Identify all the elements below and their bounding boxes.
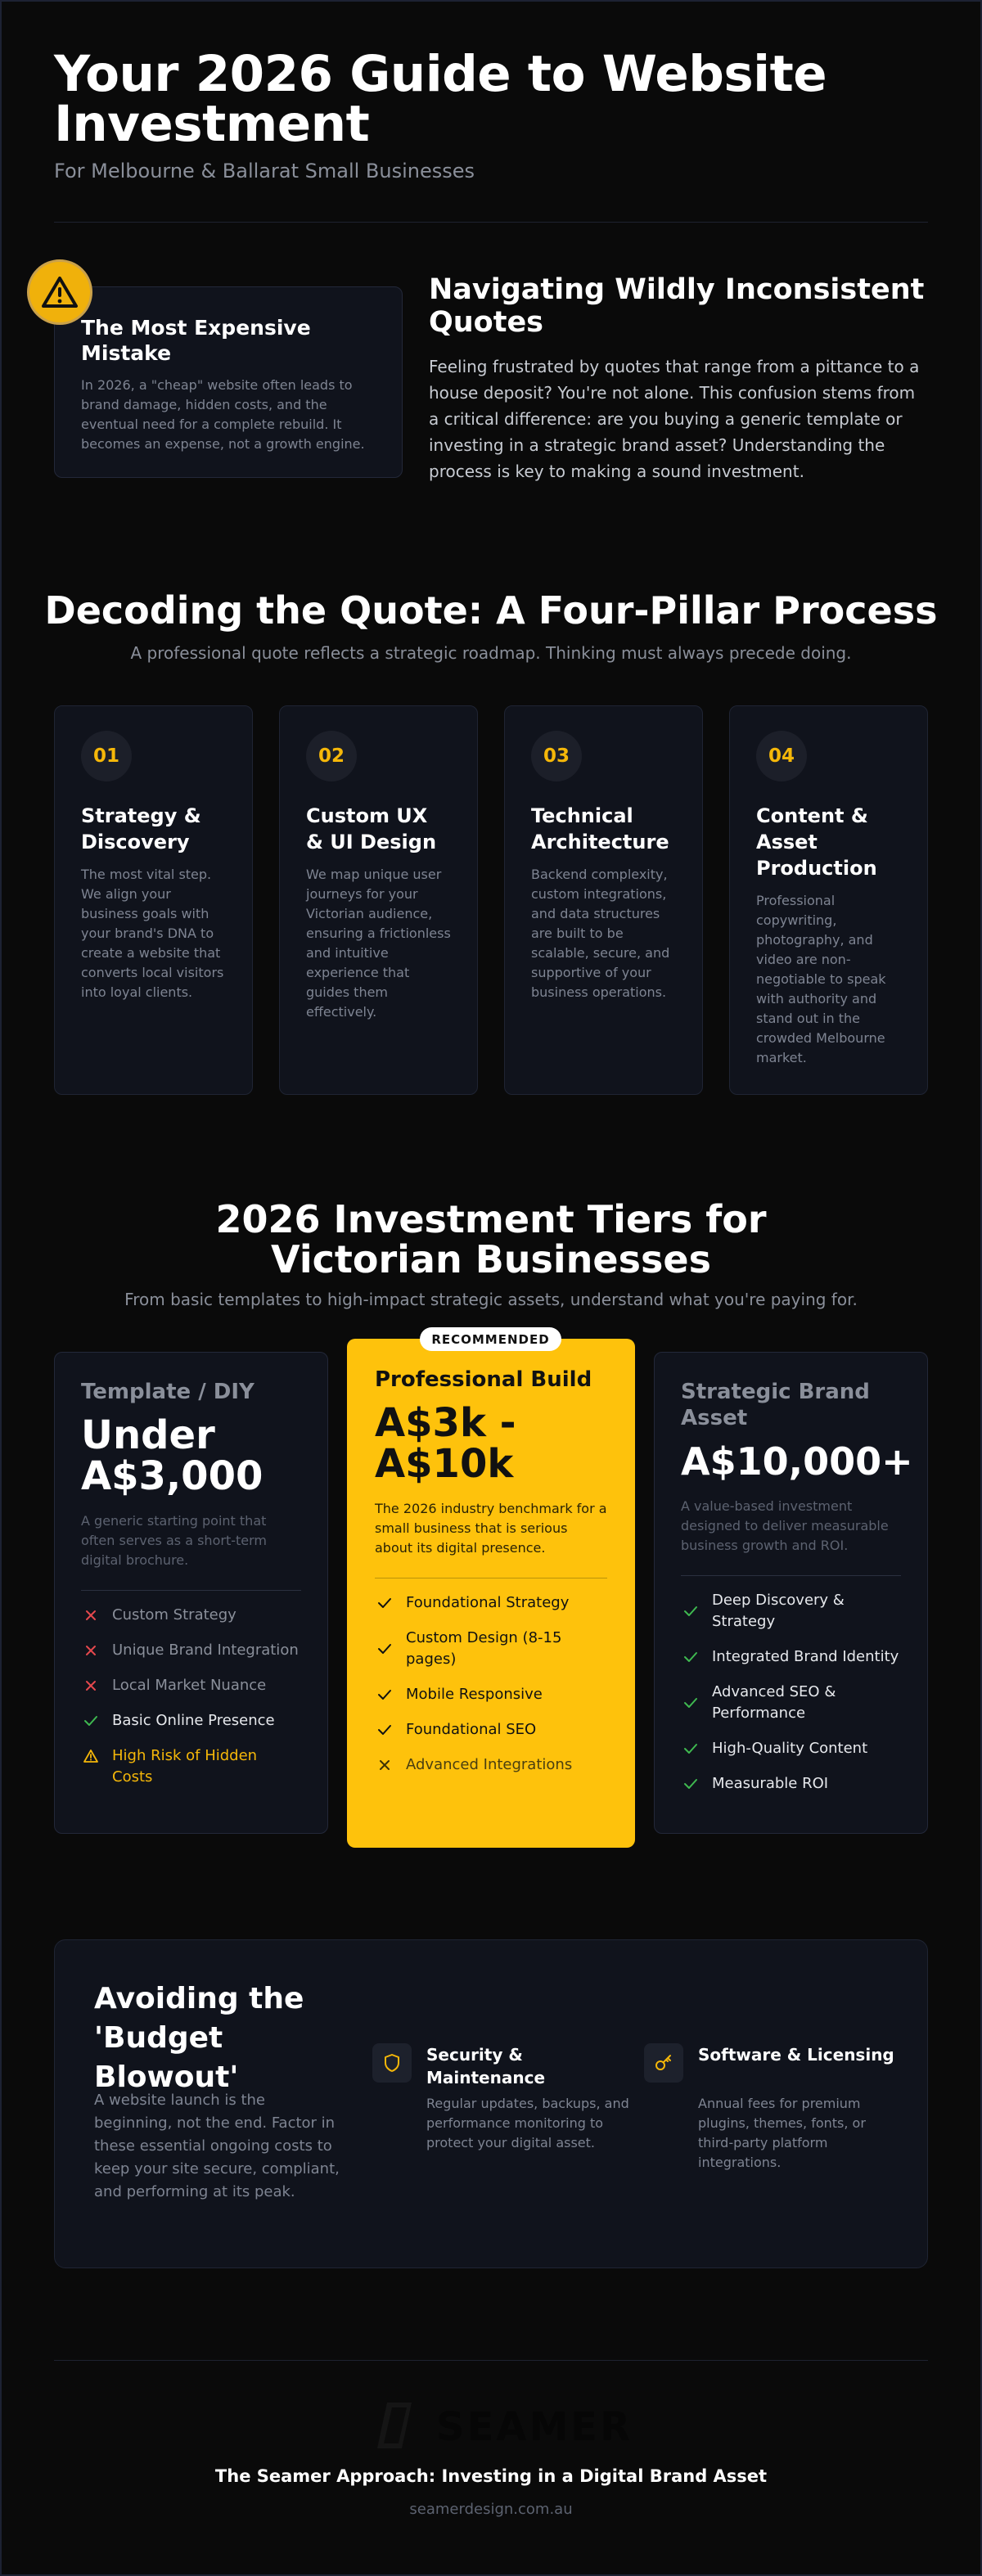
check-icon: [681, 1738, 700, 1759]
feature-item: [81, 1640, 301, 1661]
pillar-card: [54, 705, 253, 1095]
recommended-badge: RECOMMENDED: [420, 1327, 561, 1351]
check-icon: [375, 1592, 394, 1614]
intro-title: Navigating Wildly Inconsistent Quotes: [429, 273, 925, 339]
tier-card-strategic: [654, 1352, 928, 1834]
mistake-title: The Most Expensive Mistake: [81, 316, 311, 365]
pillar-number: 03: [531, 731, 582, 781]
feature-item: [375, 1628, 607, 1670]
tier-name: Template / DIY: [81, 1380, 255, 1404]
pillar-title: Custom UX & UI Design: [306, 804, 437, 853]
tier-name: Professional Build: [375, 1367, 592, 1392]
cost-title: Software & Licensing: [698, 2045, 894, 2065]
feature-label: Integrated Brand Identity: [712, 1648, 899, 1665]
feature-label: Mobile Responsive: [406, 1686, 543, 1703]
tier-card-professional: [347, 1339, 635, 1848]
seamer-logo[interactable]: [371, 2399, 633, 2452]
feature-item: [81, 1675, 301, 1696]
tier-price: A$10,000+: [681, 1439, 913, 1484]
feature-item: [681, 1682, 901, 1724]
cost-text: Annual fees for premium plugins, themes, fonts, or third-party platform integrations.: [698, 2096, 866, 2170]
check-icon: [81, 1710, 101, 1732]
divider: [681, 1575, 901, 1576]
tier-description: The 2026 industry benchmark for a small business that is serious about its digital presence.: [375, 1501, 607, 1556]
feature-item: [375, 1719, 607, 1741]
feature-label: Local Market Nuance: [112, 1677, 267, 1694]
tiers-subtitle: From basic templates to high-impact strategic assets, understand what you're paying for.: [124, 1290, 858, 1309]
pillar-card: [279, 705, 478, 1095]
feature-label: Advanced SEO & Performance: [712, 1683, 836, 1722]
feature-label: Deep Discovery & Strategy: [712, 1592, 845, 1630]
cost-text: Regular updates, backups, and performance monitoring to protect your digital asset.: [426, 2096, 629, 2150]
pillars-subtitle: A professional quote reflects a strategic roadmap. Thinking must always precede doing.: [130, 643, 852, 663]
tier-price: A$3k - A$10k: [375, 1400, 516, 1487]
cross-icon: [81, 1605, 101, 1626]
tiers-title: 2026 Investment Tiers for Victorian Businesses: [215, 1197, 767, 1281]
pillar-title: Strategy & Discovery: [81, 804, 201, 853]
warning-icon: [27, 259, 92, 325]
pillar-card: [504, 705, 703, 1095]
page-subtitle: For Melbourne & Ballarat Small Businesses: [54, 160, 475, 182]
pillar-card: [729, 705, 928, 1095]
pillar-text: The most vital step. We align your business goals with your brand's DNA to create a website that converts local visitors into loyal clients.: [81, 867, 224, 1000]
cross-icon: [375, 1754, 394, 1776]
feature-label: Foundational SEO: [406, 1721, 537, 1738]
feature-item: [375, 1592, 607, 1614]
feature-label: Advanced Integrations: [406, 1756, 573, 1773]
feature-item: [81, 1605, 301, 1626]
page-title: Your 2026 Guide to Website Investment: [54, 45, 827, 153]
feature-item: [681, 1773, 901, 1795]
feature-item: [681, 1738, 901, 1759]
logo-text: SEAMER: [436, 2404, 633, 2450]
pillar-number: 04: [756, 731, 807, 781]
budget-text: A website launch is the beginning, not the end. Factor in these essential ongoing costs to keep your site secure, compliant, and performing at its peak.: [94, 2092, 340, 2200]
feature-label: Custom Strategy: [112, 1606, 236, 1624]
feature-label: High-Quality Content: [712, 1740, 868, 1757]
divider: [81, 1590, 301, 1591]
feature-item: [375, 1684, 607, 1705]
pillar-title: Content & Asset Production: [756, 804, 877, 880]
warning-icon: [81, 1745, 101, 1767]
cross-icon: [81, 1640, 101, 1661]
budget-section: [54, 1939, 928, 2268]
feature-label: Foundational Strategy: [406, 1594, 570, 1611]
logo-mark-icon: [371, 2399, 420, 2452]
budget-title: Avoiding the 'Budget Blowout': [94, 1982, 304, 2094]
check-icon: [681, 1773, 700, 1795]
pillar-number: 01: [81, 731, 132, 781]
feature-label: Custom Design (8-15 pages): [406, 1629, 562, 1668]
mistake-card: [54, 286, 403, 478]
check-icon: [681, 1682, 700, 1724]
tier-card-template: [54, 1352, 328, 1834]
feature-label: Unique Brand Integration: [112, 1642, 299, 1659]
check-icon: [681, 1590, 700, 1633]
feature-item: [81, 1710, 301, 1732]
feature-label: Measurable ROI: [712, 1775, 829, 1792]
pillar-title: Technical Architecture: [531, 804, 669, 853]
pillar-text: Professional copywriting, photography, and video are non-negotiable to speak with authority and stand out in the crowded Melbourne market.: [756, 893, 886, 1065]
check-icon: [681, 1646, 700, 1668]
tier-price: Under A$3,000: [81, 1412, 264, 1499]
check-icon: [375, 1684, 394, 1705]
divider: [54, 2360, 928, 2361]
check-icon: [375, 1628, 394, 1670]
tier-name: Strategic Brand Asset: [681, 1380, 870, 1430]
check-icon: [375, 1719, 394, 1741]
feature-item: [681, 1646, 901, 1668]
shield-icon: [372, 2043, 412, 2083]
intro-text: Feeling frustrated by quotes that range from a pittance to a house deposit? You're not alone. This confusion stems from a critical difference: are you buying a generic template or investing in a strategic brand asset? Understanding the process is key to making a sound investment.: [429, 357, 920, 481]
mistake-text: In 2026, a "cheap" website often leads to brand damage, hidden costs, and the eventual need for a complete rebuild. It becomes an expense, not a growth engine.: [81, 377, 365, 452]
divider: [54, 222, 928, 223]
feature-label: Basic Online Presence: [112, 1712, 275, 1729]
pillar-text: We map unique user journeys for your Victorian audience, ensuring a frictionless and intuitive experience that guides them effectively.: [306, 867, 451, 1020]
cost-title: Security & Maintenance: [426, 2045, 546, 2087]
feature-item: [375, 1754, 607, 1776]
tier-description: A generic starting point that often serves as a short-term digital brochure.: [81, 1513, 267, 1568]
feature-item: [81, 1745, 301, 1788]
footer-title: The Seamer Approach: Investing in a Digital Brand Asset: [214, 2466, 768, 2486]
pillar-number: 02: [306, 731, 357, 781]
feature-label: High Risk of Hidden Costs: [112, 1747, 258, 1786]
feature-item: [681, 1590, 901, 1633]
footer-url[interactable]: seamerdesign.com.au: [409, 2501, 573, 2518]
key-icon: [644, 2043, 683, 2083]
pillar-text: Backend complexity, custom integrations, and data structures are built to be scalable, secure, and supportive of your business operations.: [531, 867, 670, 1000]
tier-description: A value-based investment designed to deliver measurable business growth and ROI.: [681, 1498, 889, 1553]
pillars-title: Decoding the Quote: A Four-Pillar Process: [44, 588, 938, 633]
cross-icon: [81, 1675, 101, 1696]
